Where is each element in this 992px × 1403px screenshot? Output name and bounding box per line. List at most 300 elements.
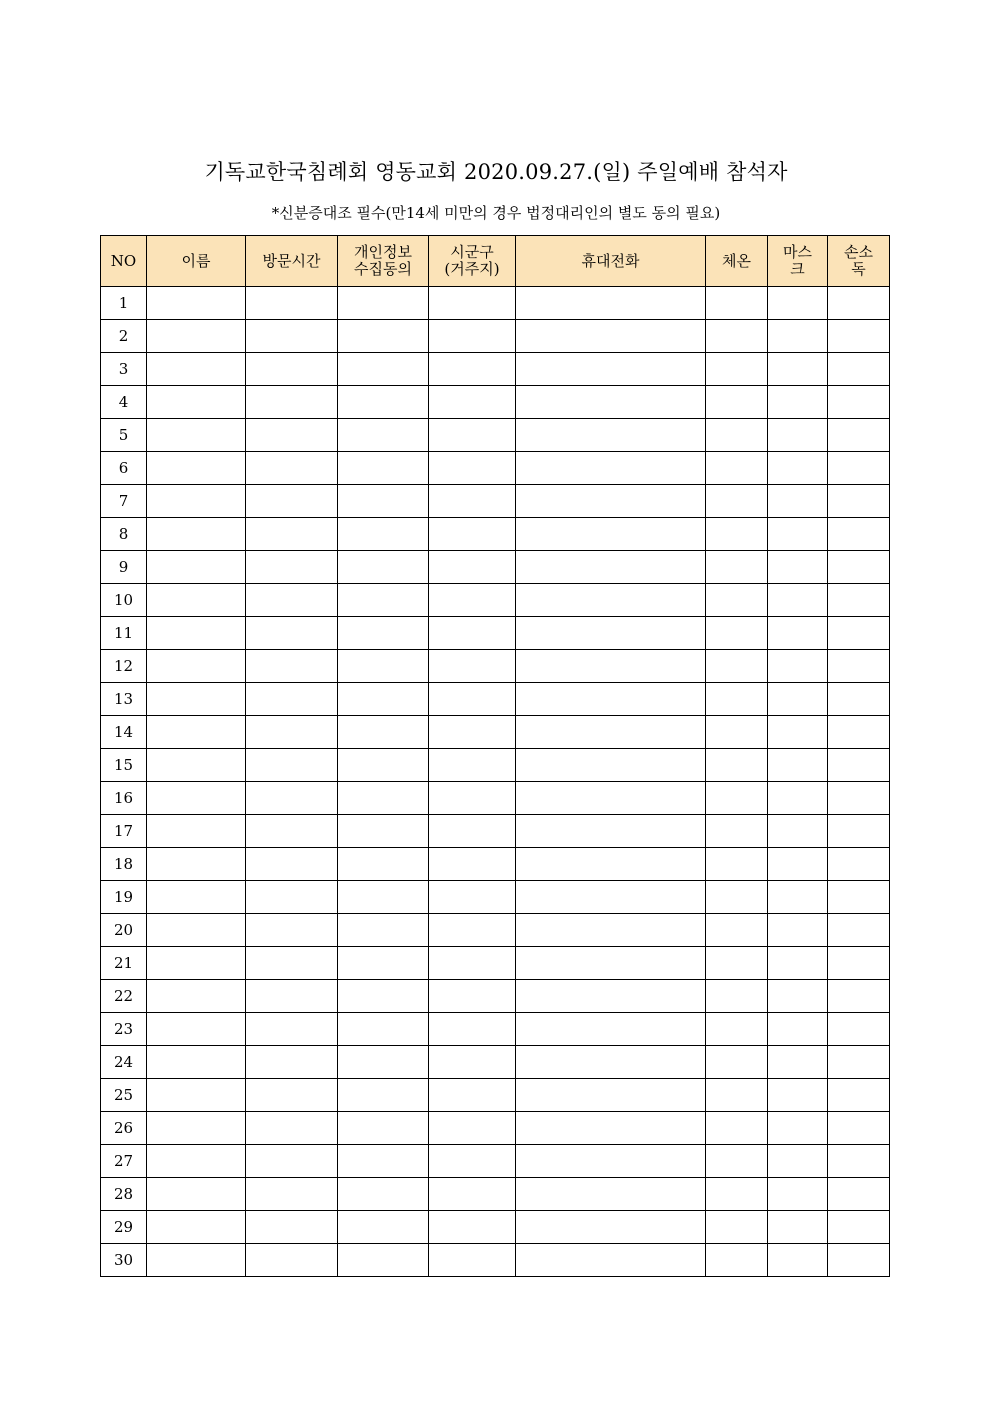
cell-visit-time[interactable] (246, 518, 338, 551)
table-row (101, 782, 890, 815)
cell-privacy-consent[interactable] (338, 650, 429, 683)
row-number: 21 (101, 947, 147, 980)
cell-mask[interactable] (768, 980, 828, 1013)
cell-visit-time[interactable] (246, 1145, 338, 1178)
cell-mask[interactable] (768, 1079, 828, 1112)
cell-name[interactable] (147, 1046, 246, 1079)
cell-district[interactable] (429, 419, 516, 452)
column-header-label: 개인정보 (354, 243, 412, 261)
cell-temperature[interactable] (706, 650, 768, 683)
cell-privacy-consent[interactable] (338, 1244, 429, 1277)
cell-phone[interactable] (516, 1178, 706, 1211)
cell-mask[interactable] (768, 551, 828, 584)
cell-name[interactable] (147, 617, 246, 650)
cell-mask[interactable] (768, 386, 828, 419)
cell-privacy-consent[interactable] (338, 749, 429, 782)
cell-district[interactable] (429, 617, 516, 650)
row-number: 29 (101, 1211, 147, 1244)
cell-district[interactable] (429, 386, 516, 419)
cell-phone[interactable] (516, 1211, 706, 1244)
cell-name[interactable] (147, 815, 246, 848)
column-header-label: 수집동의 (354, 260, 412, 278)
cell-temperature[interactable] (706, 683, 768, 716)
cell-visit-time[interactable] (246, 947, 338, 980)
column-header-label: 이름 (181, 251, 211, 270)
cell-privacy-consent[interactable] (338, 683, 429, 716)
row-number: 6 (101, 452, 147, 485)
cell-temperature[interactable] (706, 1178, 768, 1211)
cell-mask[interactable] (768, 518, 828, 551)
cell-privacy-consent[interactable] (338, 782, 429, 815)
column-header-label: 방문시간 (262, 251, 321, 270)
cell-name[interactable] (147, 947, 246, 980)
cell-visit-time[interactable] (246, 551, 338, 584)
cell-district[interactable] (429, 485, 516, 518)
cell-mask[interactable] (768, 1211, 828, 1244)
cell-temperature[interactable] (706, 947, 768, 980)
cell-visit-time[interactable] (246, 320, 338, 353)
row-number: 19 (101, 881, 147, 914)
cell-temperature[interactable] (706, 782, 768, 815)
cell-sanitize[interactable] (828, 1211, 890, 1244)
cell-temperature[interactable] (706, 980, 768, 1013)
cell-temperature[interactable] (706, 386, 768, 419)
cell-sanitize[interactable] (828, 881, 890, 914)
cell-district[interactable] (429, 551, 516, 584)
cell-visit-time[interactable] (246, 1178, 338, 1211)
cell-privacy-consent[interactable] (338, 1079, 429, 1112)
cell-phone[interactable] (516, 419, 706, 452)
table-row (101, 683, 890, 716)
cell-name[interactable] (147, 1145, 246, 1178)
cell-temperature[interactable] (706, 1013, 768, 1046)
column-header-temperature (706, 236, 768, 287)
cell-district[interactable] (429, 1178, 516, 1211)
cell-phone[interactable] (516, 353, 706, 386)
cell-mask[interactable] (768, 1244, 828, 1277)
cell-privacy-consent[interactable] (338, 617, 429, 650)
cell-name[interactable] (147, 980, 246, 1013)
table-row (101, 353, 890, 386)
cell-district[interactable] (429, 452, 516, 485)
column-header-sanitize (828, 236, 890, 287)
cell-mask[interactable] (768, 617, 828, 650)
cell-mask[interactable] (768, 650, 828, 683)
cell-district[interactable] (429, 947, 516, 980)
cell-privacy-consent[interactable] (338, 1013, 429, 1046)
cell-mask[interactable] (768, 287, 828, 320)
cell-name[interactable] (147, 551, 246, 584)
cell-temperature[interactable] (706, 1046, 768, 1079)
cell-sanitize[interactable] (828, 716, 890, 749)
table-row (101, 881, 890, 914)
cell-privacy-consent[interactable] (338, 1112, 429, 1145)
cell-privacy-consent[interactable] (338, 551, 429, 584)
table-body (101, 287, 890, 1277)
table-row (101, 617, 890, 650)
cell-visit-time[interactable] (246, 848, 338, 881)
cell-sanitize[interactable] (828, 320, 890, 353)
cell-district[interactable] (429, 1046, 516, 1079)
cell-district[interactable] (429, 815, 516, 848)
cell-mask[interactable] (768, 848, 828, 881)
cell-mask[interactable] (768, 782, 828, 815)
cell-phone[interactable] (516, 1244, 706, 1277)
cell-district[interactable] (429, 287, 516, 320)
cell-name[interactable] (147, 1244, 246, 1277)
cell-privacy-consent[interactable] (338, 980, 429, 1013)
cell-sanitize[interactable] (828, 1244, 890, 1277)
cell-district[interactable] (429, 1145, 516, 1178)
cell-name[interactable] (147, 782, 246, 815)
cell-mask[interactable] (768, 452, 828, 485)
cell-district[interactable] (429, 716, 516, 749)
cell-phone[interactable] (516, 782, 706, 815)
cell-name[interactable] (147, 287, 246, 320)
cell-sanitize[interactable] (828, 551, 890, 584)
cell-privacy-consent[interactable] (338, 1046, 429, 1079)
table-row (101, 1178, 890, 1211)
cell-name[interactable] (147, 881, 246, 914)
cell-district[interactable] (429, 1112, 516, 1145)
cell-sanitize[interactable] (828, 980, 890, 1013)
document-title: 기독교한국침례회 영동교회 2020.09.27.(일) 주일예배 참석자 (204, 160, 788, 184)
document-subtitle: *신분증대조 필수(만14세 미만의 경우 법정대리인의 별도 동의 필요) (271, 204, 721, 222)
cell-sanitize[interactable] (828, 1112, 890, 1145)
cell-name[interactable] (147, 353, 246, 386)
cell-name[interactable] (147, 716, 246, 749)
cell-visit-time[interactable] (246, 650, 338, 683)
cell-temperature[interactable] (706, 1244, 768, 1277)
column-header-district (429, 236, 516, 287)
cell-privacy-consent[interactable] (338, 386, 429, 419)
cell-temperature[interactable] (706, 716, 768, 749)
cell-sanitize[interactable] (828, 782, 890, 815)
row-number: 20 (101, 914, 147, 947)
table-row (101, 980, 890, 1013)
cell-visit-time[interactable] (246, 1013, 338, 1046)
cell-visit-time[interactable] (246, 716, 338, 749)
cell-mask[interactable] (768, 815, 828, 848)
cell-name[interactable] (147, 320, 246, 353)
cell-mask[interactable] (768, 584, 828, 617)
cell-name[interactable] (147, 749, 246, 782)
row-number: 15 (101, 749, 147, 782)
cell-visit-time[interactable] (246, 386, 338, 419)
row-number: 10 (101, 584, 147, 617)
cell-name[interactable] (147, 914, 246, 947)
cell-visit-time[interactable] (246, 419, 338, 452)
attendance-table (100, 235, 890, 1277)
cell-temperature[interactable] (706, 485, 768, 518)
cell-sanitize[interactable] (828, 1046, 890, 1079)
row-number: 25 (101, 1079, 147, 1112)
row-number: 2 (101, 320, 147, 353)
cell-mask[interactable] (768, 881, 828, 914)
cell-sanitize[interactable] (828, 683, 890, 716)
row-number: 3 (101, 353, 147, 386)
table-row (101, 320, 890, 353)
cell-sanitize[interactable] (828, 419, 890, 452)
cell-district[interactable] (429, 1079, 516, 1112)
cell-district[interactable] (429, 650, 516, 683)
cell-visit-time[interactable] (246, 617, 338, 650)
table-row (101, 716, 890, 749)
cell-privacy-consent[interactable] (338, 287, 429, 320)
cell-privacy-consent[interactable] (338, 320, 429, 353)
table-row (101, 947, 890, 980)
cell-privacy-consent[interactable] (338, 716, 429, 749)
cell-privacy-consent[interactable] (338, 947, 429, 980)
cell-district[interactable] (429, 1013, 516, 1046)
cell-phone[interactable] (516, 617, 706, 650)
cell-phone[interactable] (516, 1013, 706, 1046)
cell-phone[interactable] (516, 1112, 706, 1145)
cell-temperature[interactable] (706, 617, 768, 650)
cell-mask[interactable] (768, 749, 828, 782)
cell-privacy-consent[interactable] (338, 584, 429, 617)
row-number: 26 (101, 1112, 147, 1145)
cell-temperature[interactable] (706, 1112, 768, 1145)
cell-visit-time[interactable] (246, 485, 338, 518)
cell-mask[interactable] (768, 485, 828, 518)
table-row (101, 1013, 890, 1046)
cell-district[interactable] (429, 1244, 516, 1277)
cell-district[interactable] (429, 320, 516, 353)
cell-phone[interactable] (516, 749, 706, 782)
cell-sanitize[interactable] (828, 914, 890, 947)
cell-privacy-consent[interactable] (338, 848, 429, 881)
cell-temperature[interactable] (706, 848, 768, 881)
cell-visit-time[interactable] (246, 1211, 338, 1244)
cell-visit-time[interactable] (246, 782, 338, 815)
cell-temperature[interactable] (706, 419, 768, 452)
column-header-label: 크 (790, 260, 805, 278)
column-header-label: 시군구 (450, 243, 494, 261)
cell-visit-time[interactable] (246, 1046, 338, 1079)
table-row (101, 584, 890, 617)
cell-visit-time[interactable] (246, 914, 338, 947)
column-header-phone (516, 236, 706, 287)
cell-visit-time[interactable] (246, 287, 338, 320)
column-header-no (101, 236, 147, 287)
cell-phone[interactable] (516, 683, 706, 716)
row-number: 1 (101, 287, 147, 320)
cell-phone[interactable] (516, 287, 706, 320)
row-number: 9 (101, 551, 147, 584)
cell-mask[interactable] (768, 419, 828, 452)
cell-privacy-consent[interactable] (338, 1211, 429, 1244)
cell-sanitize[interactable] (828, 650, 890, 683)
cell-sanitize[interactable] (828, 287, 890, 320)
cell-visit-time[interactable] (246, 881, 338, 914)
cell-temperature[interactable] (706, 551, 768, 584)
row-number: 27 (101, 1145, 147, 1178)
cell-temperature[interactable] (706, 749, 768, 782)
cell-phone[interactable] (516, 815, 706, 848)
cell-temperature[interactable] (706, 584, 768, 617)
cell-district[interactable] (429, 782, 516, 815)
cell-district[interactable] (429, 518, 516, 551)
cell-temperature[interactable] (706, 452, 768, 485)
cell-visit-time[interactable] (246, 353, 338, 386)
cell-phone[interactable] (516, 716, 706, 749)
cell-district[interactable] (429, 1211, 516, 1244)
cell-mask[interactable] (768, 683, 828, 716)
cell-privacy-consent[interactable] (338, 419, 429, 452)
cell-district[interactable] (429, 881, 516, 914)
cell-name[interactable] (147, 683, 246, 716)
cell-phone[interactable] (516, 518, 706, 551)
cell-visit-time[interactable] (246, 683, 338, 716)
cell-sanitize[interactable] (828, 485, 890, 518)
cell-sanitize[interactable] (828, 452, 890, 485)
cell-district[interactable] (429, 980, 516, 1013)
cell-name[interactable] (147, 419, 246, 452)
cell-phone[interactable] (516, 650, 706, 683)
cell-name[interactable] (147, 848, 246, 881)
column-header-label: 체온 (722, 251, 751, 270)
cell-sanitize[interactable] (828, 1013, 890, 1046)
cell-temperature[interactable] (706, 320, 768, 353)
cell-phone[interactable] (516, 320, 706, 353)
cell-mask[interactable] (768, 716, 828, 749)
cell-sanitize[interactable] (828, 749, 890, 782)
column-header-label: 휴대전화 (581, 251, 640, 270)
cell-visit-time[interactable] (246, 749, 338, 782)
cell-phone[interactable] (516, 848, 706, 881)
cell-district[interactable] (429, 584, 516, 617)
table-row (101, 815, 890, 848)
cell-mask[interactable] (768, 320, 828, 353)
cell-sanitize[interactable] (828, 947, 890, 980)
cell-temperature[interactable] (706, 287, 768, 320)
cell-temperature[interactable] (706, 1145, 768, 1178)
cell-temperature[interactable] (706, 518, 768, 551)
row-number: 28 (101, 1178, 147, 1211)
cell-name[interactable] (147, 584, 246, 617)
cell-sanitize[interactable] (828, 617, 890, 650)
cell-name[interactable] (147, 650, 246, 683)
row-number: 24 (101, 1046, 147, 1079)
cell-phone[interactable] (516, 1145, 706, 1178)
cell-privacy-consent[interactable] (338, 452, 429, 485)
cell-name[interactable] (147, 1112, 246, 1145)
cell-temperature[interactable] (706, 914, 768, 947)
cell-privacy-consent[interactable] (338, 353, 429, 386)
cell-phone[interactable] (516, 914, 706, 947)
cell-visit-time[interactable] (246, 1112, 338, 1145)
cell-temperature[interactable] (706, 1211, 768, 1244)
column-header-visit-time (246, 236, 338, 287)
row-number: 11 (101, 617, 147, 650)
cell-phone[interactable] (516, 947, 706, 980)
cell-privacy-consent[interactable] (338, 1145, 429, 1178)
cell-phone[interactable] (516, 584, 706, 617)
cell-privacy-consent[interactable] (338, 914, 429, 947)
cell-privacy-consent[interactable] (338, 881, 429, 914)
cell-mask[interactable] (768, 947, 828, 980)
table-row (101, 518, 890, 551)
cell-phone[interactable] (516, 881, 706, 914)
cell-sanitize[interactable] (828, 815, 890, 848)
cell-sanitize[interactable] (828, 584, 890, 617)
cell-visit-time[interactable] (246, 1079, 338, 1112)
cell-sanitize[interactable] (828, 1079, 890, 1112)
cell-privacy-consent[interactable] (338, 1178, 429, 1211)
cell-sanitize[interactable] (828, 848, 890, 881)
cell-phone[interactable] (516, 452, 706, 485)
cell-temperature[interactable] (706, 815, 768, 848)
cell-district[interactable] (429, 914, 516, 947)
cell-visit-time[interactable] (246, 980, 338, 1013)
cell-name[interactable] (147, 386, 246, 419)
cell-name[interactable] (147, 518, 246, 551)
cell-mask[interactable] (768, 1046, 828, 1079)
cell-phone[interactable] (516, 485, 706, 518)
cell-visit-time[interactable] (246, 584, 338, 617)
row-number: 17 (101, 815, 147, 848)
cell-phone[interactable] (516, 1079, 706, 1112)
column-header-mask (768, 236, 828, 287)
cell-name[interactable] (147, 1178, 246, 1211)
cell-district[interactable] (429, 848, 516, 881)
row-number: 22 (101, 980, 147, 1013)
cell-visit-time[interactable] (246, 452, 338, 485)
cell-district[interactable] (429, 683, 516, 716)
cell-mask[interactable] (768, 1112, 828, 1145)
cell-name[interactable] (147, 1211, 246, 1244)
cell-name[interactable] (147, 452, 246, 485)
cell-phone[interactable] (516, 551, 706, 584)
table-row (101, 287, 890, 320)
table-row (101, 551, 890, 584)
cell-privacy-consent[interactable] (338, 518, 429, 551)
cell-district[interactable] (429, 353, 516, 386)
cell-name[interactable] (147, 1013, 246, 1046)
cell-sanitize[interactable] (828, 353, 890, 386)
row-number: 12 (101, 650, 147, 683)
cell-visit-time[interactable] (246, 815, 338, 848)
column-header-label: 독 (851, 260, 866, 278)
cell-mask[interactable] (768, 914, 828, 947)
cell-mask[interactable] (768, 353, 828, 386)
cell-sanitize[interactable] (828, 518, 890, 551)
row-number: 30 (101, 1244, 147, 1277)
cell-visit-time[interactable] (246, 1244, 338, 1277)
cell-mask[interactable] (768, 1013, 828, 1046)
cell-temperature[interactable] (706, 353, 768, 386)
cell-mask[interactable] (768, 1145, 828, 1178)
cell-mask[interactable] (768, 1178, 828, 1211)
cell-phone[interactable] (516, 1046, 706, 1079)
cell-district[interactable] (429, 749, 516, 782)
table-row (101, 386, 890, 419)
cell-phone[interactable] (516, 980, 706, 1013)
cell-phone[interactable] (516, 386, 706, 419)
cell-temperature[interactable] (706, 1079, 768, 1112)
cell-temperature[interactable] (706, 881, 768, 914)
cell-name[interactable] (147, 1079, 246, 1112)
table-row (101, 749, 890, 782)
cell-sanitize[interactable] (828, 386, 890, 419)
cell-privacy-consent[interactable] (338, 485, 429, 518)
cell-sanitize[interactable] (828, 1145, 890, 1178)
cell-name[interactable] (147, 485, 246, 518)
cell-sanitize[interactable] (828, 1178, 890, 1211)
table-header-row (101, 236, 890, 287)
cell-privacy-consent[interactable] (338, 815, 429, 848)
